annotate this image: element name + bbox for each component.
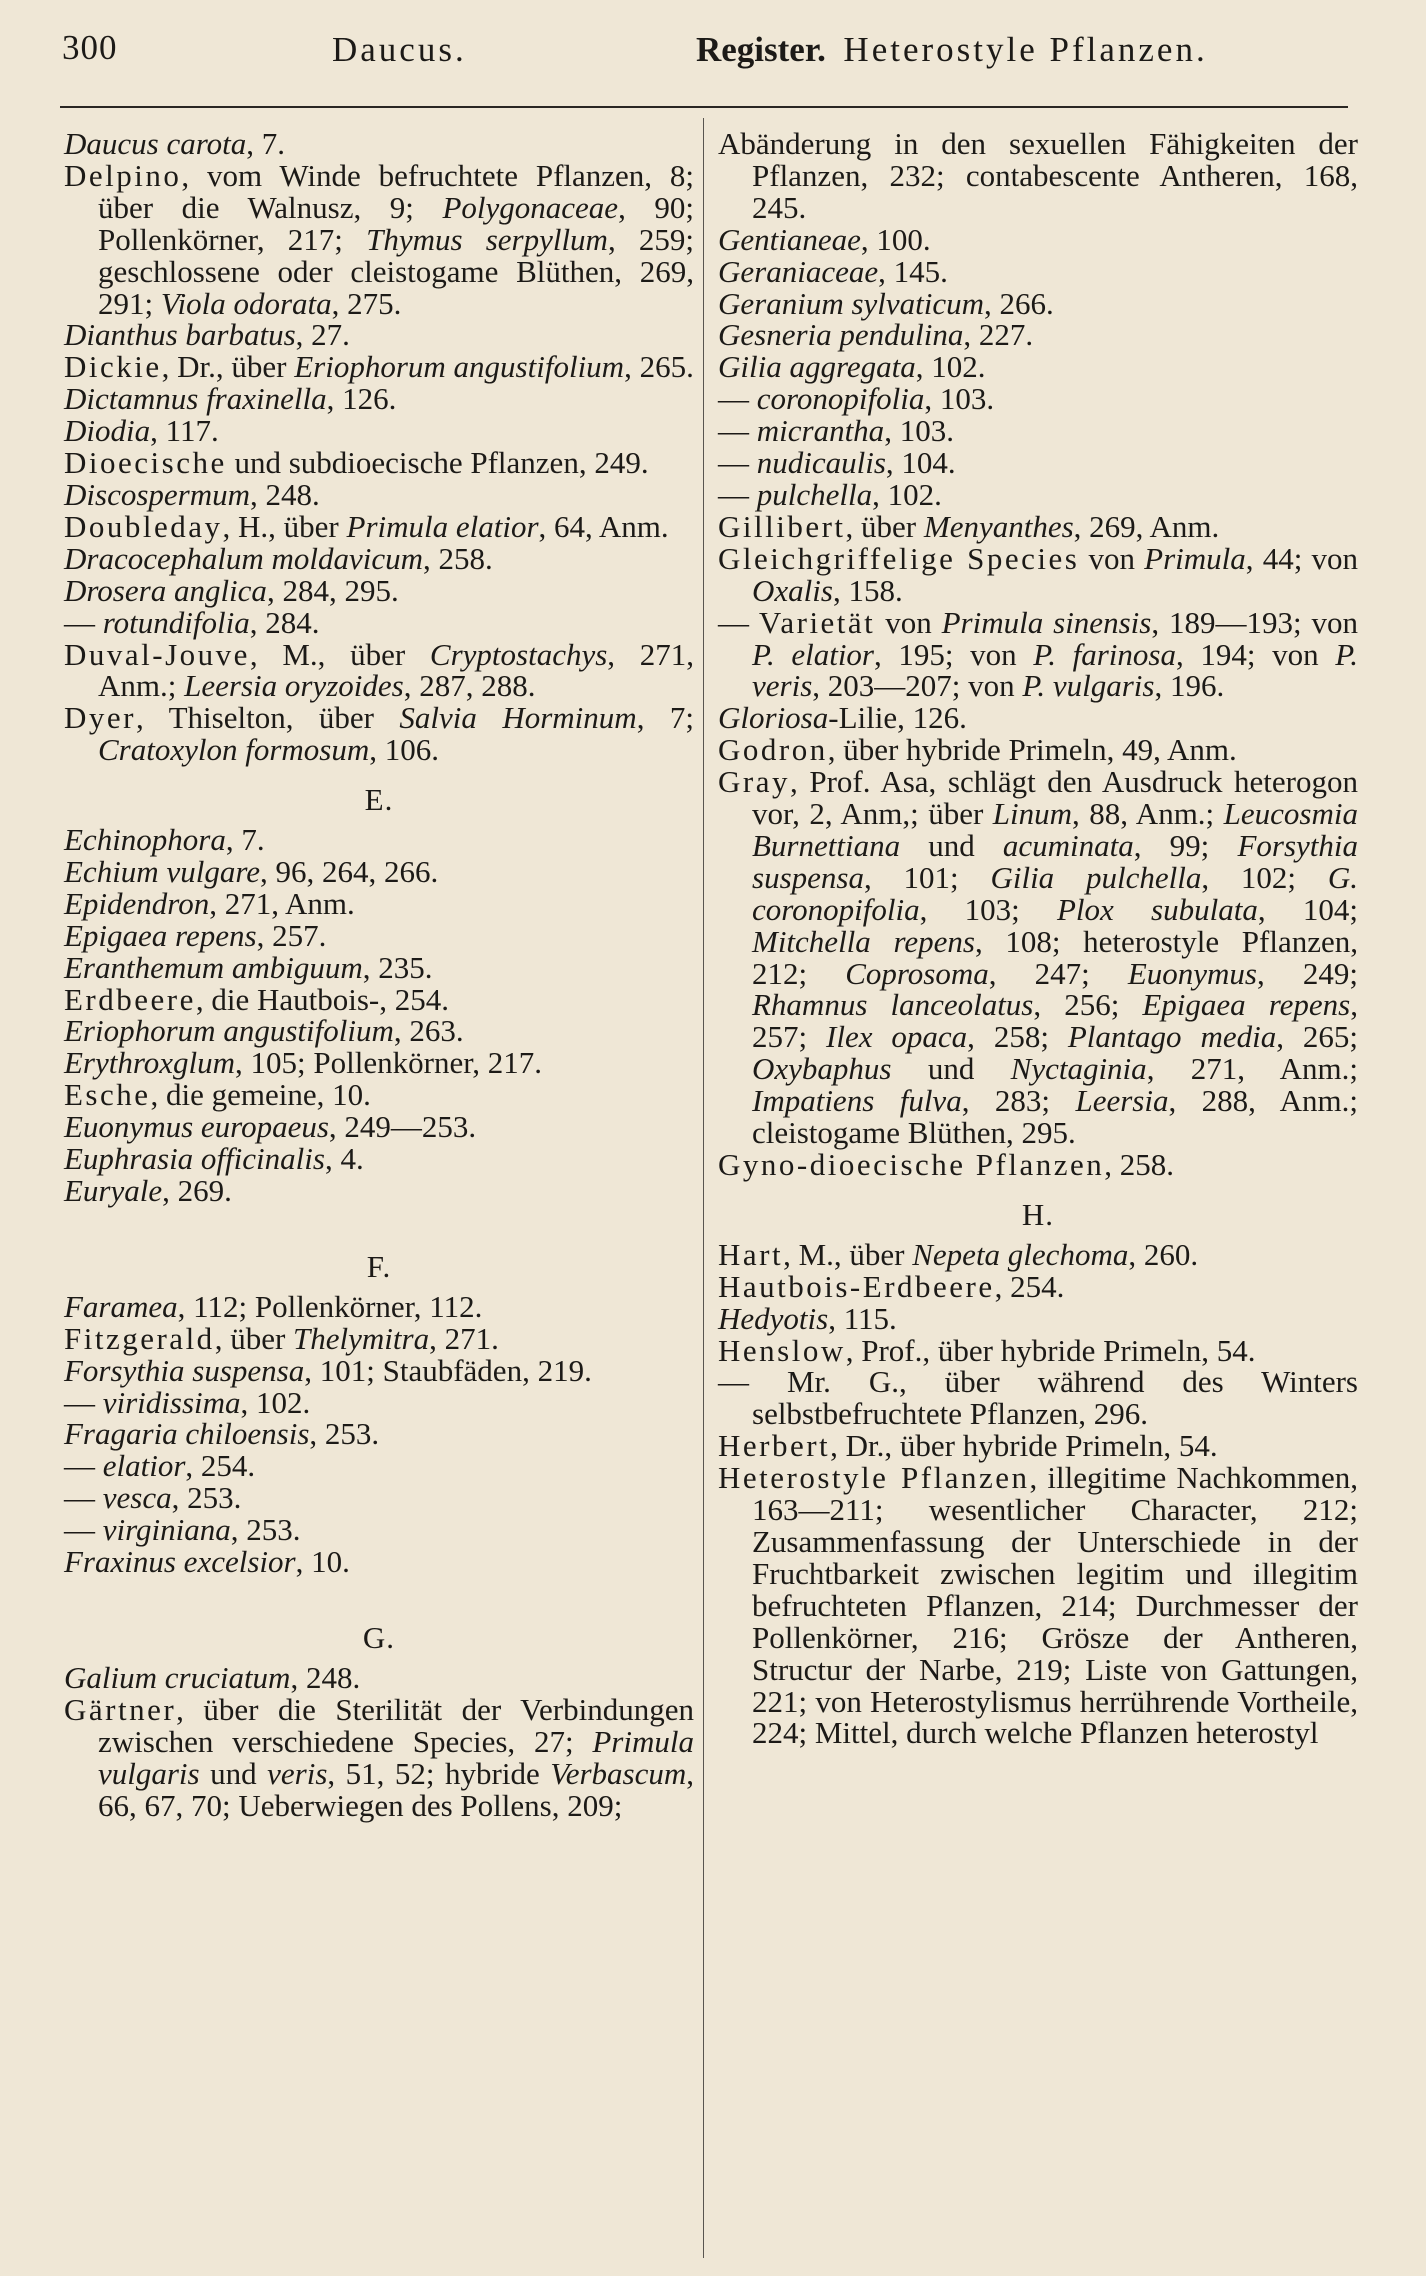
index-entry: Euonymus europaeus, 249—253. (64, 1109, 477, 1145)
index-entry: Daucus carota, 7. (64, 126, 285, 161)
index-entry: — virginiana, 253. (64, 1512, 301, 1548)
running-head-left: Daucus. (332, 30, 467, 69)
index-entry: Drosera anglica, 284, 295. (64, 572, 399, 608)
index-entry: Gentianeae, 100. (718, 221, 931, 257)
index-entry: — viridissima, 102. (64, 1384, 311, 1420)
index-entry: Delpino, vom Winde befruchtete Pflanzen, 8; über die Walnusz, 9; Polygonaceae, 90; Pollenkörner, 217; Thymus serpyllum, 259; geschlossene oder cleistogame Blüthen, 269, 291; Viola odorata, 275. (64, 157, 694, 321)
index-entry: Echinophora, 7. (64, 822, 265, 858)
running-head-title: Heterostyle Pflanzen. (843, 30, 1208, 69)
column-divider (703, 118, 704, 2258)
index-entry: Gleichgriffelige Species von Primula, 44; von Oxalis, 158. (718, 540, 1359, 608)
index-entry: Dyer, Thiselton, über Salvia Horminum, 7; Cratoxylon formosum, 106. (64, 700, 694, 768)
index-entry: — nudicaulis, 104. (718, 445, 956, 481)
index-entry: Gesneria pendulina, 227. (718, 317, 1034, 353)
index-entry: — pulchella, 102. (718, 476, 942, 512)
index-entry: Dianthus barbatus, 27. (64, 317, 350, 353)
index-entry: — Varietät von Primula sinensis, 189—193; von P. elatior, 195; von P. farinosa, 194; von P. veris, 203—207; von P. vulgaris, 196. (718, 604, 1358, 704)
running-head-center (696, 30, 1208, 70)
index-entry: — coronopifolia, 103. (718, 381, 995, 417)
index-entry: Eriophorum angustifolium, 263. (64, 1013, 464, 1049)
index-entry: Dioecische und subdioecische Pflanzen, 249. (64, 445, 649, 481)
section-letter: H. (1021, 1196, 1055, 1232)
index-entry: Euphrasia officinalis, 4. (64, 1141, 364, 1177)
index-entry: Geranium sylvaticum, 266. (718, 285, 1054, 321)
index-entry: Fragaria chiloensis, 253. (64, 1416, 380, 1452)
section-letter: G. (362, 1619, 396, 1655)
index-entry: Discospermum, 248. (64, 476, 320, 512)
index-entry: Esche, die gemeine, 10. (64, 1077, 371, 1113)
index-entry: Gloriosa-Lilie, 126. (718, 700, 967, 736)
section-letter: F. (366, 1248, 392, 1284)
index-entry: Gärtner, über die Sterilität der Verbindungen zwischen verschiedene Species, 27; Primula vulgaris und veris, 51, 52; hybride Verbascum, 66, 67, 70; Ueberwiegen des Pollens, 209; (64, 1691, 694, 1823)
index-entry: Galium cruciatum, 248. (64, 1659, 361, 1695)
index-entry: Abänderung in den sexuellen Fähigkeiten der Pflanzen, 232; contabescente Antheren, 168, 245. (718, 126, 1358, 225)
index-entry: Gillibert, über Menyanthes, 269, Anm. (718, 508, 1220, 544)
index-entry: Geraniaceae, 145. (718, 253, 948, 289)
index-entry: Duval-Jouve, M., über Cryptostachys, 271, Anm.; Leersia oryzoides, 287, 288. (64, 636, 694, 704)
index-entry: Godron, über hybride Primeln, 49, Anm. (718, 732, 1237, 768)
index-entry: Hart, M., über Nepeta glechoma, 260. (718, 1236, 1199, 1272)
index-entry: Gyno-dioecische Pflanzen, 258. (718, 1147, 1174, 1182)
index-entry: Faramea, 112; Pollenkörner, 112. (64, 1288, 483, 1324)
index-entry: Fitzgerald, über Thelymitra, 271. (64, 1320, 499, 1356)
index-entry: — vesca, 253. (64, 1480, 242, 1516)
index-column-right (718, 128, 1358, 1749)
page-number: 300 (62, 28, 118, 67)
index-entry: Dictamnus fraxinella, 126. (64, 381, 397, 417)
index-entry: Heterostyle Pflanzen, illegitime Nachkommen, 163—211; wesentlicher Character, 212; Zusammenfassung der Unterschiede in der Fruchtbarkeit zwischen legitim und illegitim befruchteten Pflanzen, 214; Durchmesser der Pollenkörner, 216; Grösze der Antheren, Structur der Narbe, 219; Liste von Gattungen, 221; von Heterostylismus herrührende Vortheile, 224; Mittel, durch welche Pflanzen heterostyl (718, 1460, 1358, 1751)
index-entry: Echium vulgare, 96, 264, 266. (64, 853, 439, 889)
index-entry: — micrantha, 103. (718, 413, 954, 449)
index-entry: Epidendron, 271, Anm. (64, 885, 355, 921)
index-entry: — elatior, 254. (64, 1448, 256, 1484)
index-entry: Eranthemum ambiguum, 235. (64, 949, 433, 985)
index-column-left (64, 128, 694, 1821)
running-head-bold: Register. (696, 30, 826, 69)
index-entry: Forsythia suspensa, 101; Staubfäden, 219. (64, 1352, 592, 1388)
index-entry: Fraxinus excelsior, 10. (64, 1544, 350, 1580)
index-entry: Dracocephalum moldavicum, 258. (64, 540, 493, 576)
index-entry: Dickie, Dr., über Eriophorum angustifolium, 265. (64, 349, 694, 385)
index-entry: Gilia aggregata, 102. (718, 349, 986, 385)
index-entry: Hautbois-Erdbeere, 254. (718, 1268, 1065, 1304)
running-header (60, 22, 1336, 82)
section-letter: E. (364, 782, 394, 818)
index-entry: Diodia, 117. (64, 413, 219, 449)
index-entry: Erdbeere, die Hautbois-, 254. (64, 981, 450, 1017)
index-entry: — Mr. G., über während des Winters selbstbefruchtete Pflanzen, 296. (718, 1364, 1358, 1432)
index-entry: Doubleday, H., über Primula elatior, 64, Anm. (64, 508, 669, 544)
index-entry: Hedyotis, 115. (718, 1300, 897, 1336)
index-entry: Henslow, Prof., über hybride Primeln, 54. (718, 1332, 1256, 1368)
header-rule (60, 106, 1348, 108)
index-entry: Gray, Prof. Asa, schlägt den Ausdruck heterogon vor, 2, Anm,; über Linum, 88, Anm.; Leucosmia Burnettiana und acuminata, 99; Forsythia suspensa, 101; Gilia pulchella, 102; G. coronopifolia, 103; Plox subulata, 104; Mitchella repens, 108; heterostyle Pflanzen, 212; Coprosoma, 247; Euonymus, 249; Rhamnus lanceolatus, 256; Epigaea repens, 257; Ilex opaca, 258; Plantago media, 265; Oxybaphus und Nyctaginia, 271, Anm.; Impatiens fulva, 283; Leersia, 288, Anm.; cleistogame Blüthen, 295. (718, 764, 1359, 1151)
index-entry: — rotundifolia, 284. (64, 604, 320, 640)
index-entry: Euryale, 269. (64, 1173, 232, 1208)
index-entry: Herbert, Dr., über hybride Primeln, 54. (718, 1428, 1218, 1464)
index-entry: Erythroxglum, 105; Pollenkörner, 217. (64, 1045, 543, 1081)
index-entry: Epigaea repens, 257. (64, 917, 327, 953)
